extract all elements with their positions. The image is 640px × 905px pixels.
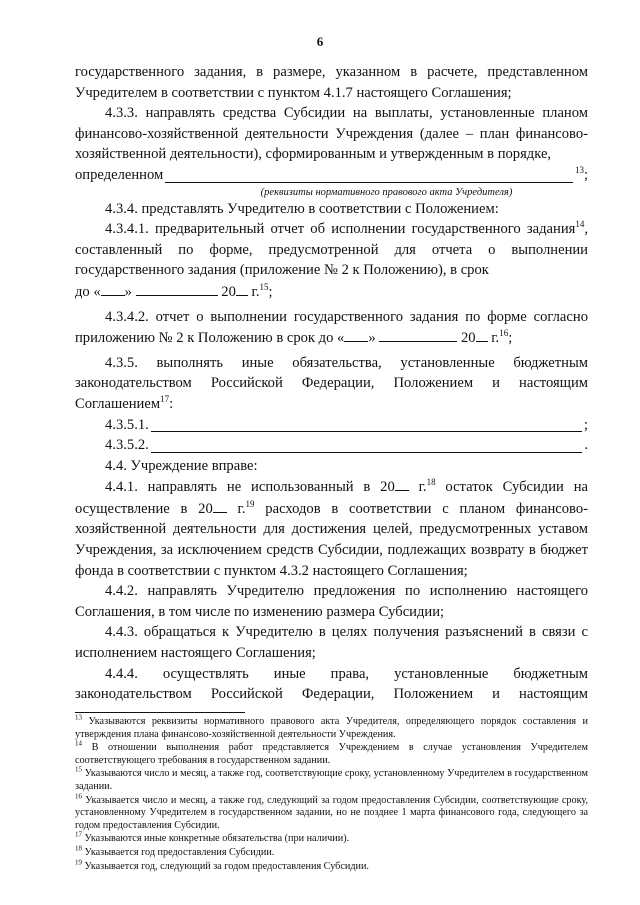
paragraph-4-4-3: 4.4.3. обращаться к Учредителю в целях получения разъяснений в связи с исполнением настоящего Соглашения;: [75, 624, 588, 662]
paragraph-4-3-4: 4.3.4. представлять Учредителю в соответствии с Положением:: [105, 200, 499, 217]
footnotes: [75, 713, 588, 874]
year-blank: [213, 498, 227, 513]
item-blank: [151, 437, 583, 453]
footnote: $^{15}$ Указываются число и месяц, а также год, соответствующие сроку, установленному Учредителем в государственном задании.: [75, 765, 588, 792]
requisites-caption: (реквизиты нормативного правового акта Учредителя): [260, 186, 513, 198]
year-blank: [395, 476, 409, 491]
day-blank: [101, 281, 125, 296]
footnote: $^{18}$ Указывается год предоставления Субсидии.: [75, 844, 275, 858]
paragraph-4-4-1: 4.4.1. направлять не использованный в 20 г.$^{18}$ остаток Субсидии на осуществление в 20 г.$^{19}$ расходов в соответствии с планом финансово-хозяйственной деятельности для достижения целей, предусмотренных уставом Учреждения, за исключением средств Субсидии, подлежащих возврату в бюджет фонда в соответствии с пунктом 4.3.2 настоящего Соглашения;: [75, 477, 588, 579]
paragraph-4-4-2: 4.4.2. направлять Учредителю предложения по исполнению настоящего Соглашения, в том числе по изменению размера Субсидии;: [75, 583, 588, 620]
item-4-3-5-2: 4.3.5.2. .: [105, 437, 588, 454]
document-body: [75, 62, 588, 705]
requisites-blank: [165, 167, 573, 183]
year-blank: [476, 327, 488, 342]
footnote-divider: [75, 712, 245, 713]
paragraph-4-3-4-1: 4.3.4.1. предварительный отчет об исполнении государственного задания$^{14}$, составленный по форме, предусмотренной для отчета о выполнении государственного задания (приложение № 2 к Положению), в срок: [75, 219, 588, 279]
paragraph-4-3-5: 4.3.5. выполнять иные обязательства, установленные бюджетным законодательством Российской Федерации, Положением и настоящим Соглашением$^{17}$:: [75, 354, 588, 412]
paragraph-4-3-4-1-date: до « » 20 г.$^{15}$;: [75, 282, 273, 300]
footnote: $^{14}$ В отношении выполнения работ представляется Учреждением в случае установления Учредителем соответствующего требования в государственном задании.: [75, 739, 588, 766]
year-blank: [236, 281, 248, 296]
footnote: $^{16}$ Указывается число и месяц, а также год, следующий за годом предоставления Субсидии, соответствующие сроку, установленному Учредителем в государственном задании, но не позднее 1 марта финансового года, следующего за годом предоставления Субсидии.: [75, 792, 588, 831]
paragraph-4-4-4: 4.4.4. осуществлять иные права, установленные бюджетным законодательством Российской Федерации, Положением и настоящим: [75, 665, 588, 703]
page-number: 6: [316, 34, 324, 49]
requisites-line: определенном $^{13}$;: [75, 165, 588, 183]
footnote: $^{19}$ Указывается год, следующий за годом предоставления Субсидии.: [75, 858, 369, 872]
item-blank: [151, 416, 582, 432]
paragraph-4-4: 4.4. Учреждение вправе:: [105, 457, 258, 474]
month-blank: [136, 281, 218, 296]
day-blank: [344, 327, 368, 342]
item-4-3-5-1: 4.3.5.1. ;: [105, 416, 588, 433]
paragraph-continuation: государственного задания, в размере, указанном в расчете, представленном Учредителем в соответствии с пунктом 4.1.7 настоящего Соглашения;: [75, 64, 588, 101]
footnote: $^{13}$ Указываются реквизиты нормативного правового акта Учредителя, определяющего порядок составления и утверждения плана финансово-хозяйственной деятельности Учреждения.: [75, 713, 588, 740]
month-blank: [379, 327, 457, 342]
paragraph-4-3-3: 4.3.3. направлять средства Субсидии на выплаты, установленные планом финансово-хозяйственной деятельности Учреждения (далее – план финансово-хозяйственной деятельности), сформированным и утвержденным в порядке,: [75, 105, 588, 163]
footnote: $^{17}$ Указываются иные конкретные обязательства (при наличии).: [75, 830, 350, 845]
paragraph-4-3-4-2: 4.3.4.2. отчет о выполнении государственного задания по форме согласно приложению № 2 к Положению в срок до « » 20 г.$^{16}$;: [75, 308, 588, 347]
